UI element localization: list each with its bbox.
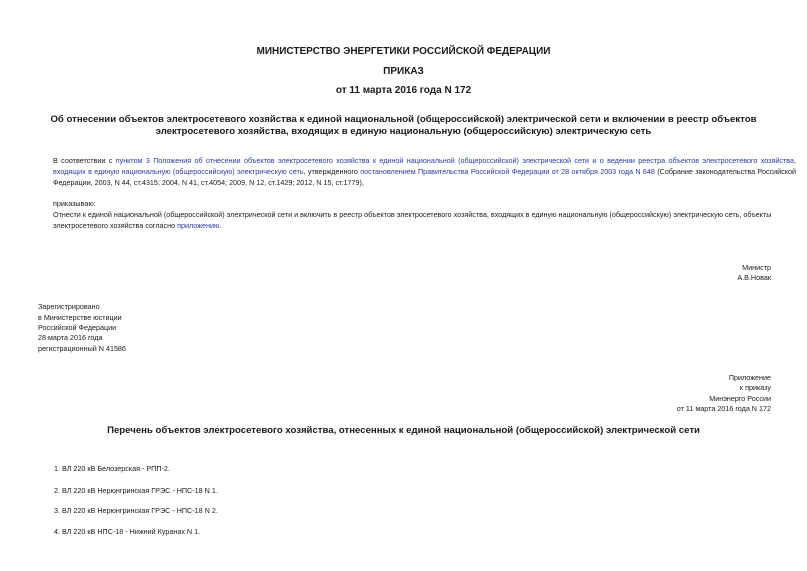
order-suffix: . (219, 221, 222, 230)
order-paragraph (53, 209, 773, 231)
doc-date-number: от 11 марта 2016 года N 172 (335, 85, 472, 96)
doc-type-heading: ПРИКАЗ (383, 66, 424, 77)
preamble-prefix: В соответствии с (53, 156, 116, 165)
ministry-heading: МИНИСТЕРСТВО ЭНЕРГЕТИКИ РОССИЙСКОЙ ФЕДЕРАЦИИ (256, 46, 551, 57)
preamble-paragraph (53, 155, 796, 188)
appendix-title: Перечень объектов электросетевого хозяйства, отнесенных к единой национальной (общероссийской) электрической сети (107, 425, 700, 436)
list-item: 2. ВЛ 220 кВ Нерюнгринская ГРЭС - НПС-18 N 1. (54, 486, 218, 495)
appendix-link[interactable]: приложению (177, 221, 220, 230)
list-item: 1. ВЛ 220 кВ Белозерская - РПП-2. (54, 464, 170, 473)
title-line-2: электросетевого хозяйства, входящих в единую национальную (общероссийскую) электрическую сеть (155, 126, 652, 137)
registration-line-4: 28 марта 2016 года (38, 333, 103, 342)
order-word: приказываю: (53, 199, 96, 208)
title-line-1: Об отнесении объектов электросетевого хозяйства к единой национальной (общероссийской) электрической сети и включении в реестр объектов (50, 114, 757, 125)
signature-name: А.В.Новак (737, 273, 771, 282)
appendix-line-1: Приложение (728, 373, 771, 382)
appendix-line-3: Минэнерго России (709, 394, 771, 403)
registration-line-1: Зарегистрировано (38, 302, 100, 311)
preamble-mid: , утвержденного (303, 167, 361, 176)
appendix-line-4: от 11 марта 2016 года N 172 (676, 404, 771, 413)
order-prefix: Отнести к единой национальной (общероссийской) электрической сети и включить в реестр объектов электросетевого хозяйства, входящих в единую национальную (общероссийскую) электрическую сеть, объекты электросетевого хозяйства согласно (53, 210, 772, 230)
appendix-line-2: к приказу (739, 383, 771, 392)
signature-position: Министр (742, 263, 771, 272)
preamble-suffix: (Собрание законодательства Российской Федерации, 2003, N 44, ст.4315; 2004, N 41, ст.4054; 2009, N 12, ст.1429; 2012, N 15, ст.1779), (53, 167, 797, 187)
registration-line-2: в Министерстве юстиции (38, 313, 122, 322)
regulation-link[interactable]: пунктом 3 Положения об отнесении объектов электросетевого хозяйства к единой национальной (общероссийской) электрической сети и о ведении реестра объектов электросетевого хозяйства, входящих в единую национальную (общероссийскую) электрическую сеть (53, 156, 796, 176)
registration-line-5: регистрационный N 41586 (38, 344, 126, 353)
list-item: 3. ВЛ 220 кВ Нерюнгринская ГРЭС - НПС-18 N 2. (54, 506, 218, 515)
government-decree-link[interactable]: постановлением Правительства Российской Федерации от 28 октября 2003 года N 648 (360, 167, 655, 176)
registration-line-3: Российской Федерации (38, 323, 117, 332)
list-item: 4. ВЛ 220 кВ НПС-18 - Нижний Куранах N 1. (54, 527, 201, 536)
